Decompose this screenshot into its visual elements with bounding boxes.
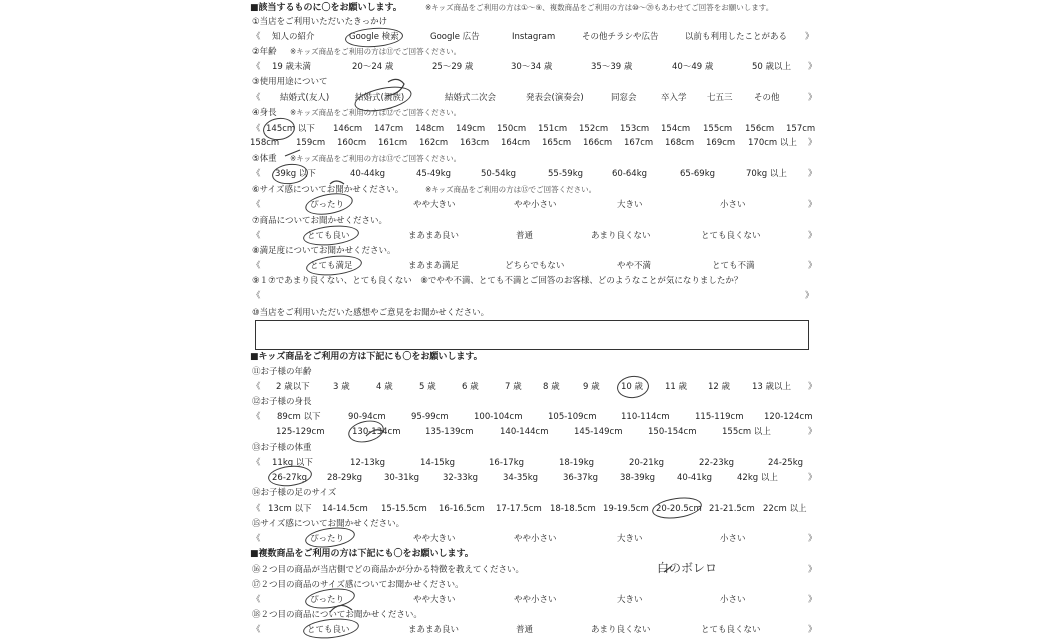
q4-options-row2: [0, 137, 1060, 151]
q5-label-row: [0, 153, 1060, 167]
q4-option[interactable]: 153cm: [620, 124, 650, 134]
q12-option[interactable]: 105-109cm: [548, 412, 597, 422]
q3-option[interactable]: 卒入学: [661, 93, 687, 103]
q4-option[interactable]: 163cm: [460, 138, 490, 148]
q4-option[interactable]: 169cm: [706, 138, 736, 148]
bracket-open: 《: [252, 32, 261, 42]
bracket-open: 《: [252, 595, 261, 605]
q17-options: [0, 594, 1060, 608]
q9-label-row: [0, 275, 1060, 289]
q6-option[interactable]: 小さい: [720, 200, 746, 210]
q13-label-row: [0, 442, 1060, 456]
q14-option[interactable]: 18-18.5cm: [550, 504, 596, 514]
q14-option[interactable]: 16-16.5cm: [439, 504, 485, 514]
q4-option[interactable]: 167cm: [624, 138, 654, 148]
q9-answer-row: [0, 290, 1060, 304]
q6-label: ⑥サイズ感についてお聞かせください。: [252, 185, 404, 195]
q4-option[interactable]: 161cm: [378, 138, 408, 148]
q18-option[interactable]: あまり良くない: [591, 625, 651, 635]
q8-option[interactable]: まあまあ満足: [408, 261, 460, 271]
q12-option[interactable]: 110-114cm: [621, 412, 670, 422]
q13-option[interactable]: 12-13kg: [350, 458, 386, 468]
q14-option[interactable]: 13cm 以下: [268, 504, 312, 514]
q1-options: [0, 31, 1060, 45]
q12-option[interactable]: 100-104cm: [474, 412, 523, 422]
q1-label: ①当店をご利用いただいたきっかけ: [252, 17, 388, 27]
q3-option[interactable]: 結婚式二次会: [445, 93, 497, 103]
q1-label-row: [0, 16, 1060, 30]
q12-option[interactable]: 140-144cm: [500, 427, 549, 437]
q3-label-row: [0, 76, 1060, 90]
q13-option[interactable]: 42kg 以上: [737, 473, 778, 483]
q5-options: [0, 168, 1060, 182]
q3-label: ③使用用途について: [252, 77, 328, 87]
q6-options: [0, 199, 1060, 213]
q15-options: [0, 533, 1060, 547]
q7-option[interactable]: 普通: [516, 231, 534, 241]
bracket-close: 》: [808, 382, 817, 392]
q11-option[interactable]: 4 歳: [376, 382, 393, 392]
bracket-open: 《: [252, 169, 261, 179]
q3-option[interactable]: 同窓会: [611, 93, 637, 103]
bracket-close: 》: [808, 427, 817, 437]
q13-option[interactable]: 20-21kg: [629, 458, 665, 468]
q7-option[interactable]: とても良くない: [701, 231, 761, 241]
bracket-open: 《: [252, 231, 261, 241]
bracket-close: 》: [808, 625, 817, 635]
q3-option[interactable]: その他: [754, 93, 780, 103]
q12-option[interactable]: 125-129cm: [276, 427, 325, 437]
q3-option[interactable]: 七五三: [707, 93, 733, 103]
q11-option[interactable]: 5 歳: [419, 382, 436, 392]
q8-option[interactable]: どちらでもない: [505, 261, 565, 271]
q6-option[interactable]: ぴったり: [310, 200, 345, 210]
bracket-open: 《: [252, 291, 261, 301]
q14-option[interactable]: 21-21.5cm: [709, 504, 755, 514]
q2-label-row: [0, 46, 1060, 60]
q2-option[interactable]: 20〜24 歳: [352, 62, 394, 72]
q3-option[interactable]: 結婚式(親族): [355, 93, 405, 103]
q15-option[interactable]: 大きい: [617, 534, 643, 544]
q12-option[interactable]: 89cm 以下: [277, 412, 321, 422]
q13-option[interactable]: 30-31kg: [384, 473, 420, 483]
q14-label: ⑭お子様の足のサイズ: [252, 488, 337, 498]
q14-options: [0, 503, 1060, 517]
q12-option[interactable]: 90-94cm: [348, 412, 386, 422]
q13-option[interactable]: 28-29kg: [327, 473, 363, 483]
form-title: ■該当するものに〇をお願いします。: [250, 3, 402, 13]
form-header: [0, 2, 1060, 16]
q4-option[interactable]: 146cm: [333, 124, 363, 134]
q18-option[interactable]: まあまあ良い: [408, 625, 460, 635]
q13-option[interactable]: 40-41kg: [677, 473, 713, 483]
bracket-open: 《: [252, 62, 261, 72]
q16-handwritten-answer: 白のボレロ: [657, 561, 718, 575]
q13-option[interactable]: 16-17kg: [489, 458, 525, 468]
bracket-close: 》: [808, 169, 817, 179]
q2-option[interactable]: 35〜39 歳: [591, 62, 633, 72]
q5-option[interactable]: 45-49kg: [416, 169, 452, 179]
q4-note: ※キッズ商品をご利用の方は⑫でご回答ください。: [290, 108, 462, 117]
q2-option[interactable]: 19 歳未満: [272, 62, 312, 72]
q11-option[interactable]: 13 歳以上: [752, 382, 792, 392]
q4-option[interactable]: 151cm: [538, 124, 568, 134]
q2-option[interactable]: 25〜29 歳: [432, 62, 474, 72]
q4-option[interactable]: 150cm: [497, 124, 527, 134]
q4-option[interactable]: 147cm: [374, 124, 404, 134]
q4-option[interactable]: 165cm: [542, 138, 572, 148]
q5-option[interactable]: 55-59kg: [548, 169, 584, 179]
q14-label-row: [0, 487, 1060, 501]
q18-options: [0, 624, 1060, 638]
kids-section-title: ■キッズ商品をご利用の方は下記にも〇をお願いします。: [250, 352, 483, 362]
bracket-close: 》: [808, 62, 817, 72]
bracket-close: 》: [808, 565, 817, 575]
q12-option[interactable]: 120-124cm: [764, 412, 813, 422]
q17-label-row: [0, 579, 1060, 593]
q4-options-row1: [0, 123, 1060, 137]
q10-label-row: [0, 307, 1060, 321]
q6-note: ※キッズ商品をご利用の方は⑮でご回答ください。: [425, 185, 597, 194]
bracket-open: 《: [252, 504, 261, 514]
q11-option[interactable]: 11 歳: [665, 382, 688, 392]
q8-option[interactable]: とても不満: [712, 261, 755, 271]
q14-option[interactable]: 19-19.5cm: [603, 504, 649, 514]
kids-section-header: [0, 351, 1060, 365]
q11-option[interactable]: 7 歳: [505, 382, 522, 392]
q7-label-row: [0, 215, 1060, 229]
q12-option[interactable]: 115-119cm: [695, 412, 744, 422]
q10-comment-box[interactable]: [255, 320, 809, 350]
q12-options-row2: [0, 426, 1060, 440]
q16-row: [0, 564, 1060, 578]
q5-label: ⑤体重: [252, 154, 277, 164]
bracket-open: 《: [252, 200, 261, 210]
q13-label: ⑬お子様の体重: [252, 443, 312, 453]
q13-option[interactable]: 24-25kg: [768, 458, 804, 468]
q4-option[interactable]: 156cm: [745, 124, 775, 134]
q2-options: [0, 61, 1060, 75]
bracket-close: 》: [808, 200, 817, 210]
q3-options: [0, 92, 1060, 106]
q8-options: [0, 260, 1060, 274]
q18-option[interactable]: とても良くない: [701, 625, 761, 635]
q2-option[interactable]: 40〜49 歳: [672, 62, 714, 72]
q13-options-row1: [0, 457, 1060, 471]
q10-label: ⑩当店をご利用いただいた感想やご意見をお聞かせください。: [252, 308, 490, 318]
bracket-open: 《: [252, 261, 261, 271]
bracket-open: 《: [252, 382, 261, 392]
q2-note: ※キッズ商品をご利用の方は⑪でご回答ください。: [290, 47, 462, 56]
q18-option[interactable]: とても良い: [307, 625, 350, 635]
q4-option[interactable]: 164cm: [501, 138, 531, 148]
q18-label: ⑱２つ目の商品についてお聞かせください。: [252, 610, 422, 620]
q3-option[interactable]: 結婚式(友人): [280, 93, 330, 103]
q14-option[interactable]: 20-20.5cm: [656, 504, 702, 514]
bracket-close: 》: [808, 93, 817, 103]
q12-option[interactable]: 155cm 以上: [722, 427, 771, 437]
multi-section-header: [0, 548, 1060, 562]
q17-option[interactable]: 小さい: [720, 595, 746, 605]
multi-section-title: ■複数商品をご利用の方は下記にも〇をお願いします。: [250, 549, 474, 559]
bracket-close: 》: [808, 595, 817, 605]
bracket-close: 》: [808, 473, 817, 483]
q6-option[interactable]: 大きい: [617, 200, 643, 210]
q1-option[interactable]: 以前も利用したことがある: [685, 32, 788, 42]
q17-option[interactable]: ぴったり: [310, 595, 345, 605]
q12-option[interactable]: 150-154cm: [648, 427, 697, 437]
q4-option[interactable]: 166cm: [583, 138, 613, 148]
q4-option[interactable]: 170cm 以上: [748, 138, 797, 148]
q13-option[interactable]: 26-27kg: [272, 473, 308, 483]
q11-option[interactable]: 2 歳以下: [276, 382, 310, 392]
q11-options: [0, 381, 1060, 395]
q3-option[interactable]: 発表会(演奏会): [526, 93, 584, 103]
q5-option[interactable]: 65-69kg: [680, 169, 716, 179]
q11-option[interactable]: 6 歳: [462, 382, 479, 392]
q4-label-row: [0, 107, 1060, 121]
q7-options: [0, 230, 1060, 244]
q11-option[interactable]: 10 歳: [621, 382, 644, 392]
q6-label-row: [0, 184, 1060, 198]
q11-option[interactable]: 3 歳: [333, 382, 350, 392]
bracket-open: 《: [252, 412, 261, 422]
q13-options-row2: [0, 472, 1060, 486]
q13-option[interactable]: 32-33kg: [443, 473, 479, 483]
q15-option[interactable]: やや小さい: [514, 534, 557, 544]
q7-option[interactable]: まあまあ良い: [408, 231, 460, 241]
q8-option[interactable]: とても満足: [310, 261, 353, 271]
q14-option[interactable]: 17-17.5cm: [496, 504, 542, 514]
q11-option[interactable]: 12 歳: [708, 382, 731, 392]
q4-option[interactable]: 158cm: [250, 138, 280, 148]
q1-option[interactable]: Google 広告: [430, 32, 480, 42]
q17-option[interactable]: やや大きい: [413, 595, 456, 605]
q13-option[interactable]: 14-15kg: [420, 458, 456, 468]
q12-option[interactable]: 95-99cm: [411, 412, 449, 422]
q6-option[interactable]: やや大きい: [413, 200, 456, 210]
q5-option[interactable]: 50-54kg: [481, 169, 517, 179]
q11-label-row: [0, 366, 1060, 380]
q17-label: ⑰２つ目の商品のサイズ感についてお聞かせください。: [252, 580, 464, 590]
q13-option[interactable]: 36-37kg: [563, 473, 599, 483]
q13-option[interactable]: 38-39kg: [620, 473, 656, 483]
q2-option[interactable]: 50 歳以上: [752, 62, 792, 72]
q8-label: ⑧満足度についてお聞かせください。: [252, 246, 396, 256]
q6-option[interactable]: やや小さい: [514, 200, 557, 210]
bracket-close: 》: [808, 138, 817, 148]
q4-option[interactable]: 145cm 以下: [266, 124, 315, 134]
q13-option[interactable]: 22-23kg: [699, 458, 735, 468]
q12-options-row1: [0, 411, 1060, 425]
q16-label: ⑯２つ目の商品が当店側でどの商品かが分かる特徴を教えてください。: [252, 565, 525, 575]
q5-note: ※キッズ商品をご利用の方は⑬でご回答ください。: [290, 154, 462, 163]
q9-label: ⑨１⑦であまり良くない、とても良くない ⑧でやや不満、とても不満とご回答のお客様、どのようなことが気になりましたか？: [252, 276, 743, 286]
q5-option[interactable]: 39kg 以下: [275, 169, 316, 179]
bracket-open: 《: [252, 124, 261, 134]
q14-option[interactable]: 22cm 以上: [763, 504, 807, 514]
q1-option[interactable]: Instagram: [512, 32, 556, 42]
q12-option[interactable]: 145-149cm: [574, 427, 623, 437]
q5-option[interactable]: 70kg 以上: [746, 169, 787, 179]
q7-option[interactable]: とても良い: [307, 231, 350, 241]
q7-option[interactable]: あまり良くない: [591, 231, 651, 241]
bracket-close: 》: [805, 32, 814, 42]
q4-option[interactable]: 162cm: [419, 138, 449, 148]
q13-option[interactable]: 34-35kg: [503, 473, 539, 483]
q12-label-row: [0, 396, 1060, 410]
q12-option[interactable]: 135-139cm: [425, 427, 474, 437]
q4-option[interactable]: 148cm: [415, 124, 445, 134]
q13-option[interactable]: 18-19kg: [559, 458, 595, 468]
q15-option[interactable]: ぴったり: [310, 534, 345, 544]
q4-option[interactable]: 154cm: [661, 124, 691, 134]
q11-label: ⑪お子様の年齢: [252, 367, 312, 377]
q18-label-row: [0, 609, 1060, 623]
q4-option[interactable]: 168cm: [665, 138, 695, 148]
q4-option[interactable]: 157cm: [786, 124, 816, 134]
bracket-open: 《: [252, 625, 261, 635]
q15-option[interactable]: 小さい: [720, 534, 746, 544]
q4-option[interactable]: 160cm: [337, 138, 367, 148]
bracket-close: 》: [808, 261, 817, 271]
q5-option[interactable]: 60-64kg: [612, 169, 648, 179]
q1-option[interactable]: その他チラシや広告: [582, 32, 659, 42]
q11-option[interactable]: 9 歳: [583, 382, 600, 392]
bracket-close: 》: [808, 534, 817, 544]
q2-option[interactable]: 30〜34 歳: [511, 62, 553, 72]
bracket-open: 《: [252, 458, 261, 468]
q1-option[interactable]: Google 検索: [349, 32, 399, 42]
q4-option[interactable]: 152cm: [579, 124, 609, 134]
q15-label: ⑮サイズ感についてお聞かせください。: [252, 519, 405, 529]
q14-option[interactable]: 14-14.5cm: [322, 504, 368, 514]
q11-option[interactable]: 8 歳: [543, 382, 560, 392]
bracket-close: 》: [805, 291, 814, 301]
bracket-close: 》: [808, 231, 817, 241]
q15-label-row: [0, 518, 1060, 532]
q12-option[interactable]: 130-134cm: [352, 427, 401, 437]
q15-option[interactable]: やや大きい: [413, 534, 456, 544]
q17-option[interactable]: やや小さい: [514, 595, 557, 605]
q17-option[interactable]: 大きい: [617, 595, 643, 605]
bracket-open: 《: [252, 534, 261, 544]
q8-label-row: [0, 245, 1060, 259]
q5-option[interactable]: 40-44kg: [350, 169, 386, 179]
q12-label: ⑫お子様の身長: [252, 397, 312, 407]
q7-label: ⑦商品についてお聞かせください。: [252, 216, 387, 226]
q4-label: ④身長: [252, 108, 277, 118]
form-note: ※キッズ商品をご利用の方は①〜⑨、複数商品をご利用の方は⑩〜⑳もあわせてご回答をお願いします。: [425, 3, 774, 12]
q13-option[interactable]: 11kg 以下: [272, 458, 313, 468]
q14-option[interactable]: 15-15.5cm: [381, 504, 427, 514]
q8-option[interactable]: やや不満: [617, 261, 652, 271]
q2-label: ②年齢: [252, 47, 277, 57]
q4-option[interactable]: 149cm: [456, 124, 486, 134]
q18-option[interactable]: 普通: [516, 625, 534, 635]
q1-option[interactable]: 知人の紹介: [272, 32, 315, 42]
bracket-open: 《: [252, 93, 261, 103]
q4-option[interactable]: 159cm: [296, 138, 326, 148]
q4-option[interactable]: 155cm: [703, 124, 733, 134]
